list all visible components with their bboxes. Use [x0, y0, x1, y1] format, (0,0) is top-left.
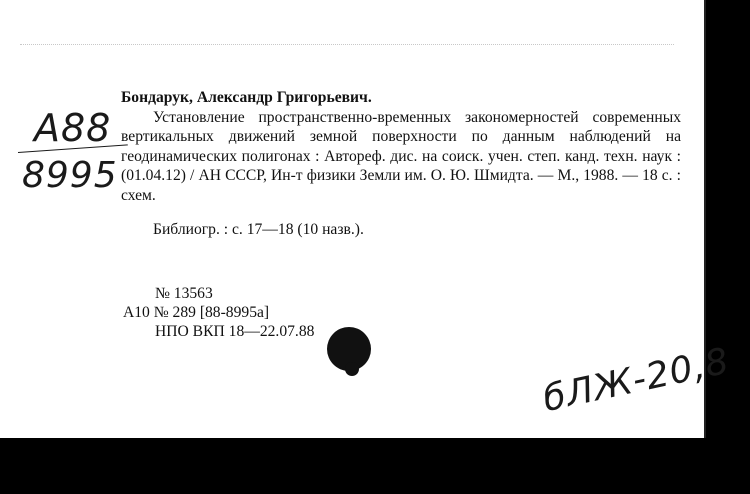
record-description: Установление пространственно-временных закономерностей современных вертикальных движений земной поверхности по данным наблюдений на геодинамических полигонах : Автореф. дис. на соиск. учен. степ. канд. техн. наук : (01.04.12) / АН СССР, Ин-т физики Земли им. О. Ю. Шмидта. — М., 1988. — 18 с. : схем. [121, 108, 681, 204]
accession-number: № 13563 [155, 285, 213, 302]
ink-stain-small [345, 362, 359, 376]
reference-number: А10 № 289 [88-8995а] [123, 304, 270, 321]
record-author: Бондарук, Александр Григорьевич. [121, 89, 372, 106]
record-bibliography: Библиогр. : с. 17—18 (10 назв.). [153, 221, 364, 238]
handwritten-bottom-note: бЛЖ-20,8 [539, 340, 734, 420]
publisher-code: НПО ВКП 18—22.07.88 [155, 323, 315, 340]
handwritten-shelf-code-top: A88 [34, 106, 112, 150]
record-text [121, 88, 681, 206]
handwritten-shelf-code-bottom: 8995 [22, 155, 118, 196]
